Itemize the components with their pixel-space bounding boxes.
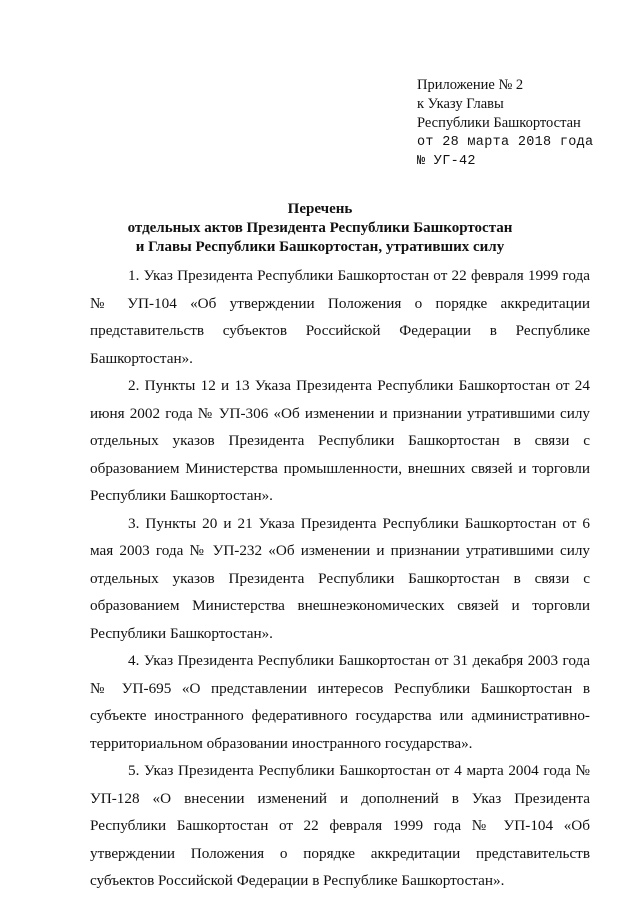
document-title xyxy=(0,200,640,257)
title-line-3: и Главы Республики Башкортостан, утративших силу xyxy=(135,239,505,255)
list-item-4: 4. Указ Президента Республики Башкортостан от 31 декабря 2003 года № УП-695 «О представлении интересов Республики Башкортостан в субъекте иностранного федеративного государства или административно-территориальном образовании иностранного государства». xyxy=(90,652,590,752)
list-item-5: 5. Указ Президента Республики Башкортостан от 4 марта 2004 года № УП-128 «О внесении изменений и дополнений в Указ Президента Республики Башкортостан от 22 февраля 1999 года № УП-104 «Об утверждении Положения о порядке аккредитации представительств субъектов Российской Федерации в Республике Башкортостан». xyxy=(90,762,590,889)
appendix-date: от 28 марта 2018 года xyxy=(417,135,594,150)
title-line-1: Перечень xyxy=(287,201,353,217)
list-item-1: 1. Указ Президента Республики Башкортостан от 22 февраля 1999 года № УП-104 «Об утверждении Положения о порядке аккредитации представительств субъектов Российской Федерации в Республике Башкортостан». xyxy=(90,267,590,367)
title-line-2: отдельных актов Президента Республики Башкортостан xyxy=(127,220,513,236)
appendix-reference: к Указу Главы xyxy=(417,96,504,112)
appendix-number: Приложение № 2 xyxy=(417,77,524,93)
list-item-3: 3. Пункты 20 и 21 Указа Президента Республики Башкортостан от 6 мая 2003 года № УП-232 «Об изменении и признании утратившими силу отдельных указов Президента Республики Башкортостан в связи с образованием Министерства внешнеэкономических связей и торговли Республики Башкортостан». xyxy=(90,514,590,642)
appendix-header xyxy=(417,76,593,171)
appendix-decree-number: № УГ-42 xyxy=(417,154,476,169)
appendix-republic: Республики Башкортостан xyxy=(417,115,581,131)
list-item-2: 2. Пункты 12 и 13 Указа Президента Республики Башкортостан от 24 июня 2002 года № УП-306 «Об изменении и признании утратившими силу отдельных указов Президента Республики Башкортостан в связи с образованием Министерства промышленности, внешних связей и торговли Республики Башкортостан». xyxy=(90,377,590,504)
document-body xyxy=(90,262,590,895)
